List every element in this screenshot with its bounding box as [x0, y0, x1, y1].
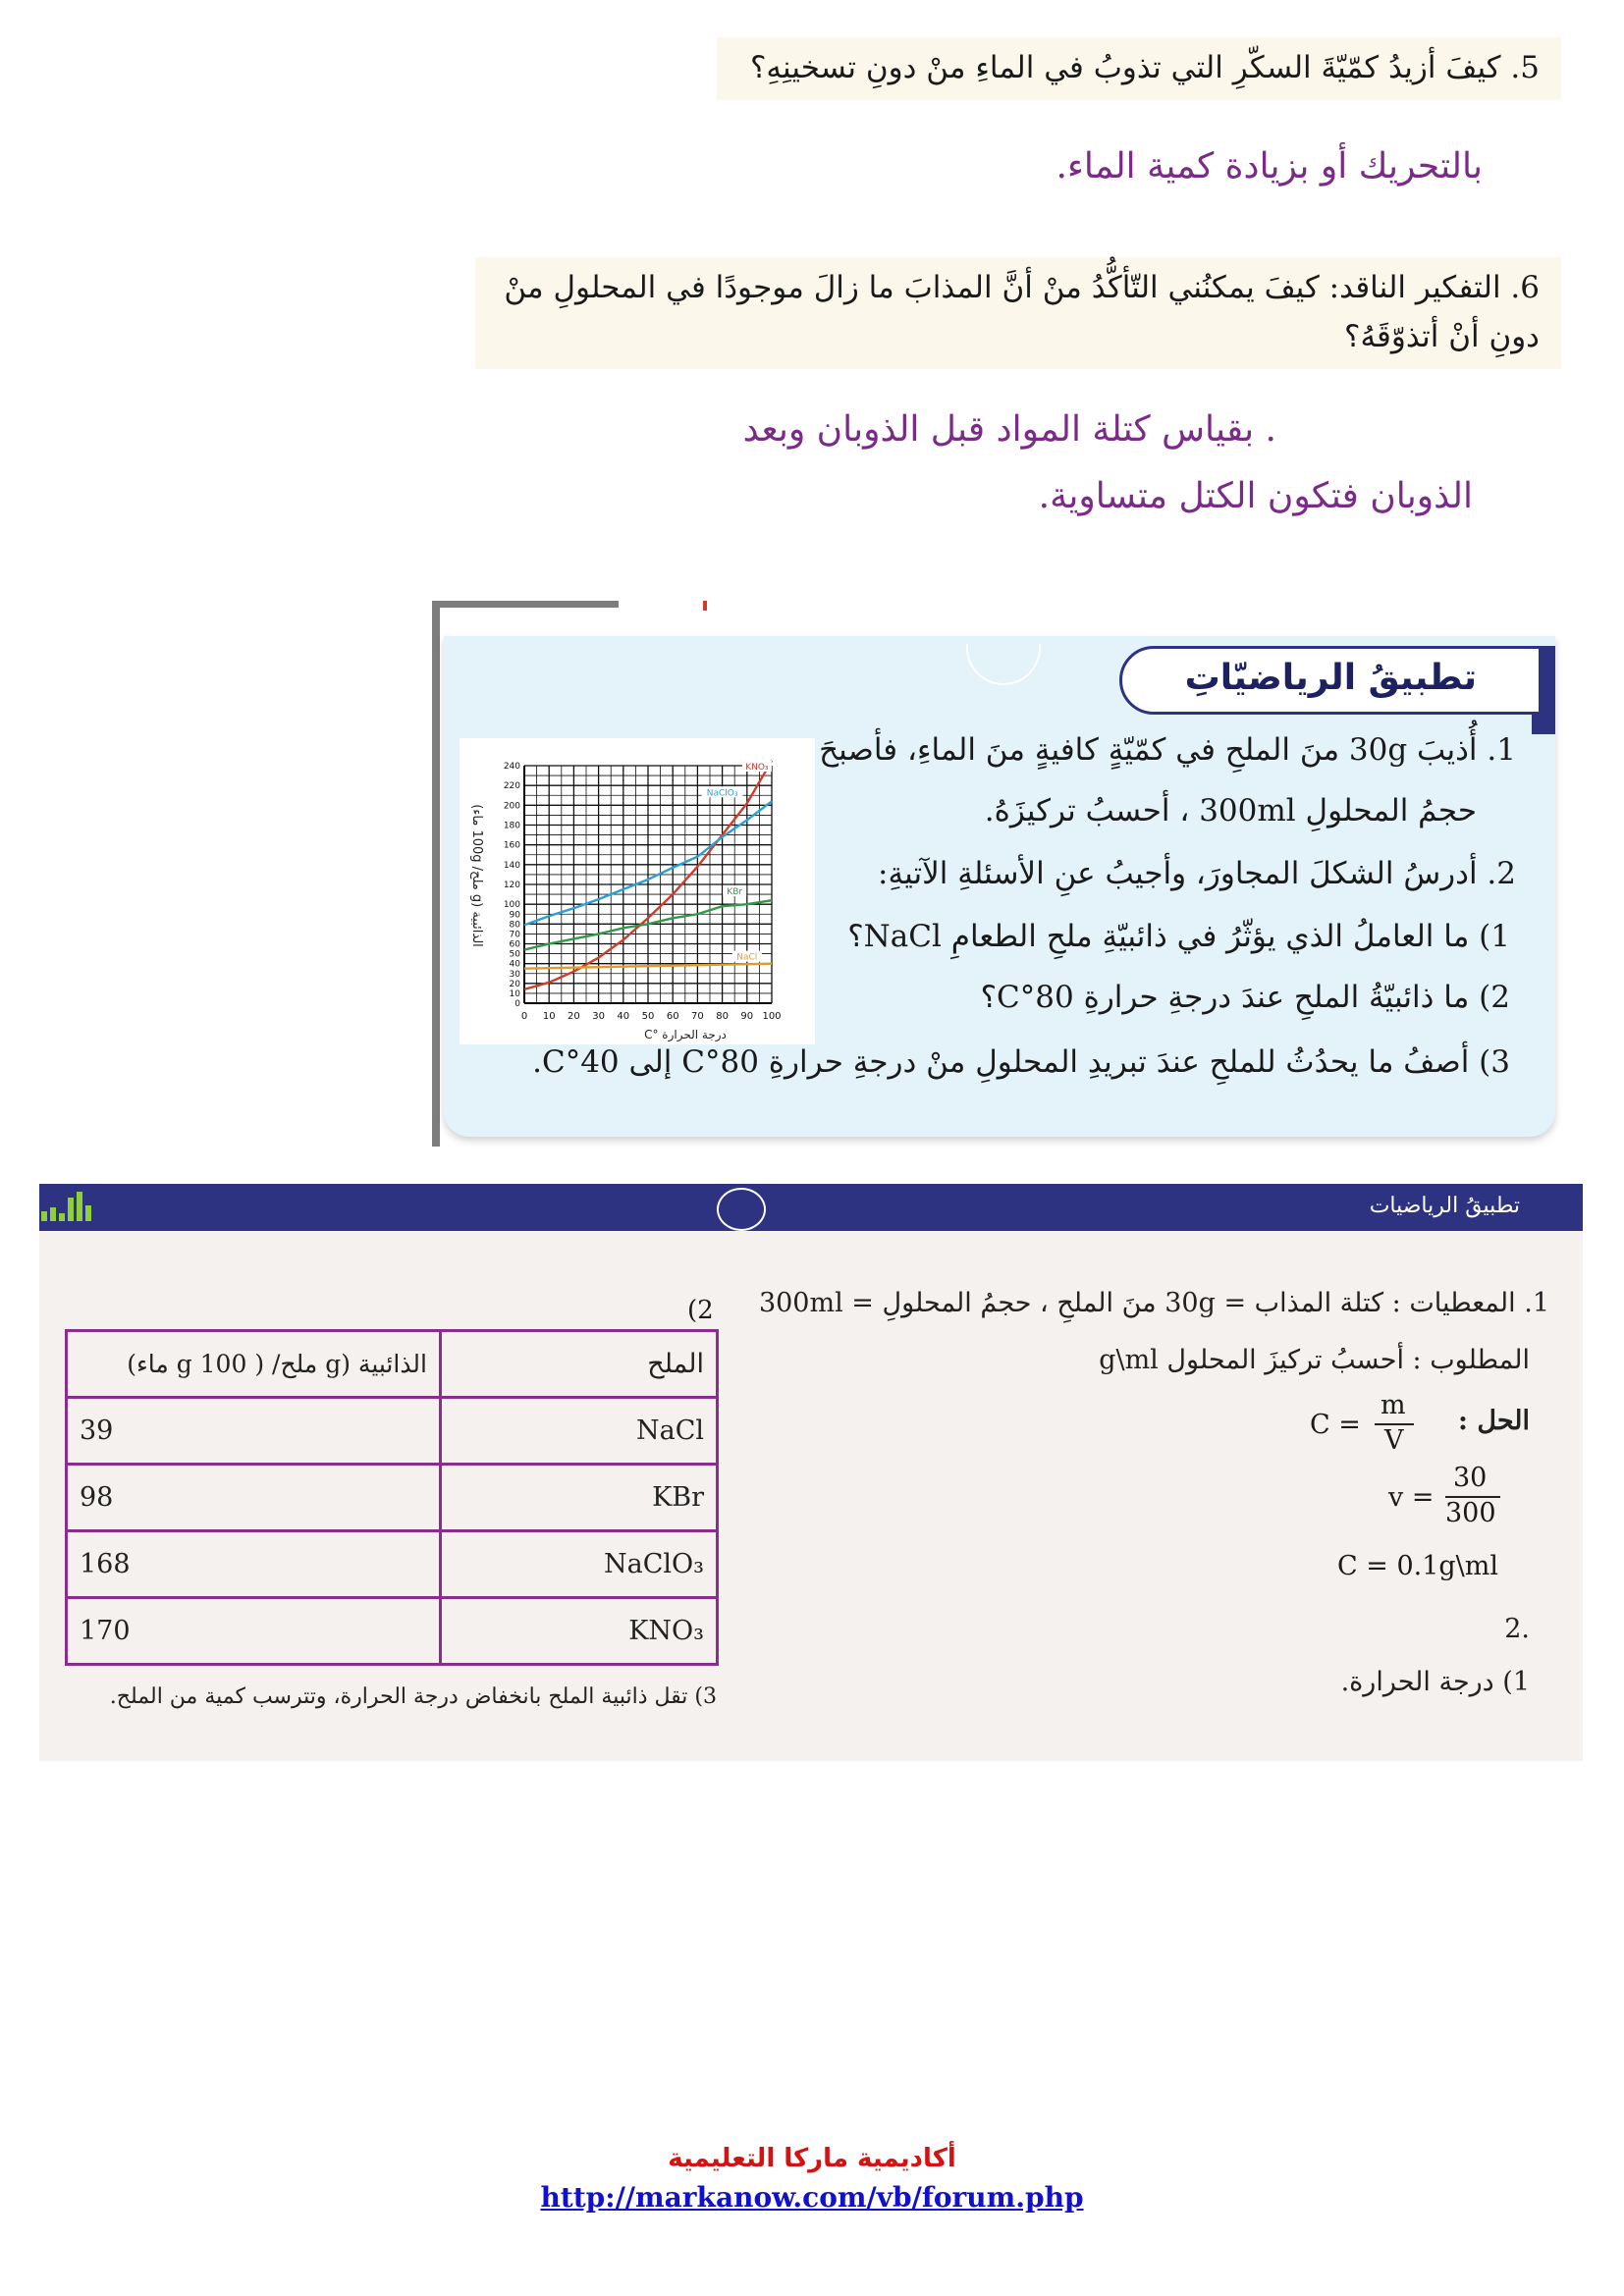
table-cell-salt: NaCl — [441, 1398, 718, 1465]
chart-y-tick-label: 80 — [509, 920, 520, 931]
chart-x-tick-label: 100 — [762, 1011, 782, 1022]
chart-y-tick-label: 220 — [503, 781, 520, 792]
card-title: تطبيقُ الرياضيّاتِ — [1184, 658, 1477, 698]
chart-x-tick-label: 0 — [520, 1011, 528, 1022]
chart-series-label: NaCl — [736, 952, 758, 963]
solubility-table — [65, 1329, 719, 1666]
chart-x-tick-label: 80 — [716, 1011, 729, 1022]
chart-y-axis-label: الذائبية (g ملح/ 100g ماء) — [469, 804, 484, 947]
table-cell-value: 39 — [67, 1398, 441, 1465]
formula-denominator: 300 — [1445, 1498, 1496, 1528]
formula-numerator: 30 — [1453, 1463, 1488, 1493]
solution-sub3: 3) تقل ذائبية الملح بانخفاض درجة الحرارة، وتترسب كمية من الملح. — [109, 1684, 717, 1709]
table-row — [67, 1398, 718, 1465]
formula-result: C = 0.1g\ml — [1337, 1551, 1499, 1581]
chart-series-label: KBr — [727, 887, 743, 898]
question-6-answer-line1: . بقياس كتلة المواد قبل الذوبان وبعد — [742, 409, 1276, 450]
table-cell-value: 98 — [67, 1465, 441, 1531]
academy-name: أكاديمية ماركا التعليمية — [668, 2144, 956, 2173]
chart-y-tick-label: 240 — [503, 762, 520, 772]
formula-v: V — [1384, 1425, 1404, 1456]
solubility-chart-svg — [460, 738, 815, 1044]
chart-labels — [702, 761, 772, 963]
chart-y-tick-label: 50 — [509, 949, 520, 960]
table-cell-salt: KBr — [441, 1465, 718, 1531]
card-sub1: 1) ما العاملُ الذي يؤثّرُ في ذائبيّةِ ملحِ الطعامِ NaCl؟ — [847, 919, 1510, 954]
forum-link[interactable]: http://markanow.com/vb/forum.php — [540, 2181, 1084, 2214]
math-application-card — [432, 601, 1561, 1147]
question-6-line2: دونِ أنْ أتذوّقَهُ؟ — [1343, 319, 1540, 354]
table-row — [67, 1598, 718, 1665]
chart-y-tick-label: 90 — [509, 910, 520, 921]
formula-c-m-v — [1310, 1390, 1428, 1461]
chart-y-tick-label: 40 — [509, 959, 520, 970]
chart-y-tick-label: 200 — [503, 801, 520, 812]
solution-label: الحل : — [1458, 1406, 1530, 1436]
card-sub2: 2) ما ذائبيّةُ الملحِ عندَ درجةِ حرارةِ 80°C؟ — [980, 980, 1510, 1015]
chart-y-tick-label: 30 — [509, 969, 520, 980]
chart-y-tick-label: 180 — [503, 821, 520, 831]
chart-x-tick-label: 40 — [617, 1011, 630, 1022]
table-header-salt: الملح — [441, 1331, 718, 1398]
formula-c-label: C = — [1310, 1410, 1361, 1440]
chart-x-tick-label: 20 — [568, 1011, 580, 1022]
chart-y-tick-label: 140 — [503, 860, 520, 871]
table-cell-value: 170 — [67, 1598, 441, 1665]
card-item2: 2. أدرسُ الشكلَ المجاورَ، وأجيبُ عنِ الأسئلةِ الآتيةِ: — [878, 856, 1516, 891]
table-cell-salt: NaClO₃ — [441, 1531, 718, 1598]
table-row — [67, 1531, 718, 1598]
card-sub3: 3) أصفُ ما يحدُثُ للملحِ عندَ تبريدِ المحلولِ منْ درجةِ حرارةِ 80°C إلى 40°C. — [532, 1044, 1510, 1080]
chart-y-tick-label: 160 — [503, 840, 520, 851]
formula-v-label: v = — [1388, 1482, 1435, 1513]
table-row — [67, 1465, 718, 1531]
chart-y-tick-label: 10 — [509, 988, 520, 999]
card-frame — [432, 601, 440, 1147]
question-6-box — [475, 257, 1561, 369]
chart-y-tick-label: 100 — [503, 900, 520, 911]
solution-line2: المطلوب : أحسبُ تركيزَ المحلول g\ml — [1099, 1345, 1530, 1375]
chart-series-label: KNO₃ — [745, 763, 769, 774]
banner-circle-decoration — [717, 1188, 766, 1231]
chart-x-tick-label: 30 — [592, 1011, 605, 1022]
chart-y-tick-label: 60 — [509, 939, 520, 950]
solubility-chart — [460, 738, 815, 1044]
table-header-solubility: الذائبية (g ملح/ ( g 100 ماء) — [67, 1331, 441, 1398]
chart-y-tick-label: 120 — [503, 881, 520, 890]
question-5-text: 5. كيفَ أزيدُ كمّيّةَ السكّرِ التي تذوبُ في الماءِ منْ دونِ تسخينِهِ؟ — [749, 50, 1540, 85]
card-circle-decoration — [966, 644, 1041, 685]
question-6-line1: 6. التفكير الناقد: كيفَ يمكنُني التّأكُّدُ منْ أنَّ المذابَ ما زالَ موجودًا في المحلولِ منْ — [504, 270, 1540, 305]
formula-m: m — [1380, 1390, 1406, 1420]
card-body — [444, 636, 1555, 1137]
answers-banner — [39, 1184, 1583, 1231]
banner-title: تطبيقُ الرياضيات — [1369, 1194, 1520, 1218]
solution-item2: .2 — [1504, 1614, 1530, 1644]
table-cell-salt: KNO₃ — [441, 1598, 718, 1665]
chart-x-tick-label: 70 — [691, 1011, 704, 1022]
bars-icon — [41, 1192, 100, 1221]
red-tick — [703, 601, 707, 611]
table-header-row — [67, 1331, 718, 1398]
chart-series-label: NaClO₃ — [706, 788, 738, 799]
solution-sub1: 1) درجة الحرارة. — [1340, 1667, 1530, 1697]
chart-y-tick-label: 70 — [509, 930, 520, 940]
card-item1-line2: حجمُ المحلولِ 300ml ، أحسبُ تركيزَهُ. — [984, 793, 1477, 828]
chart-x-tick-label: 50 — [641, 1011, 655, 1022]
question-5-answer: بالتحريك أو بزيادة كمية الماء. — [1056, 146, 1483, 187]
chart-x-tick-label: 90 — [740, 1011, 754, 1022]
chart-y-tick-label: 20 — [509, 979, 520, 989]
card-frame-top — [432, 601, 619, 608]
solution-line1: 1. المعطيات : كتلة المذاب = 30g منَ الملحِ ، حجمُ المحلولِ = 300ml — [758, 1288, 1549, 1318]
question-5-box — [717, 37, 1561, 100]
chart-x-axis-label: درجة الحرارة °C — [644, 1028, 727, 1041]
chart-x-tick-label: 10 — [542, 1011, 556, 1022]
card-item1-line1: 1. أُذيبَ 30g منَ الملحِ في كمّيّةٍ كافيةٍ منَ الماءِ، فأصبحَ — [819, 732, 1516, 768]
question-6-answer-line2: الذوبان فتكون الكتل متساوية. — [1038, 476, 1473, 516]
chart-y-tick-label: 0 — [514, 999, 520, 1009]
chart-x-tick-label: 60 — [666, 1011, 679, 1022]
table-label: (2 — [687, 1296, 714, 1325]
table-cell-value: 168 — [67, 1531, 441, 1598]
formula-v-substitution — [1388, 1463, 1526, 1533]
